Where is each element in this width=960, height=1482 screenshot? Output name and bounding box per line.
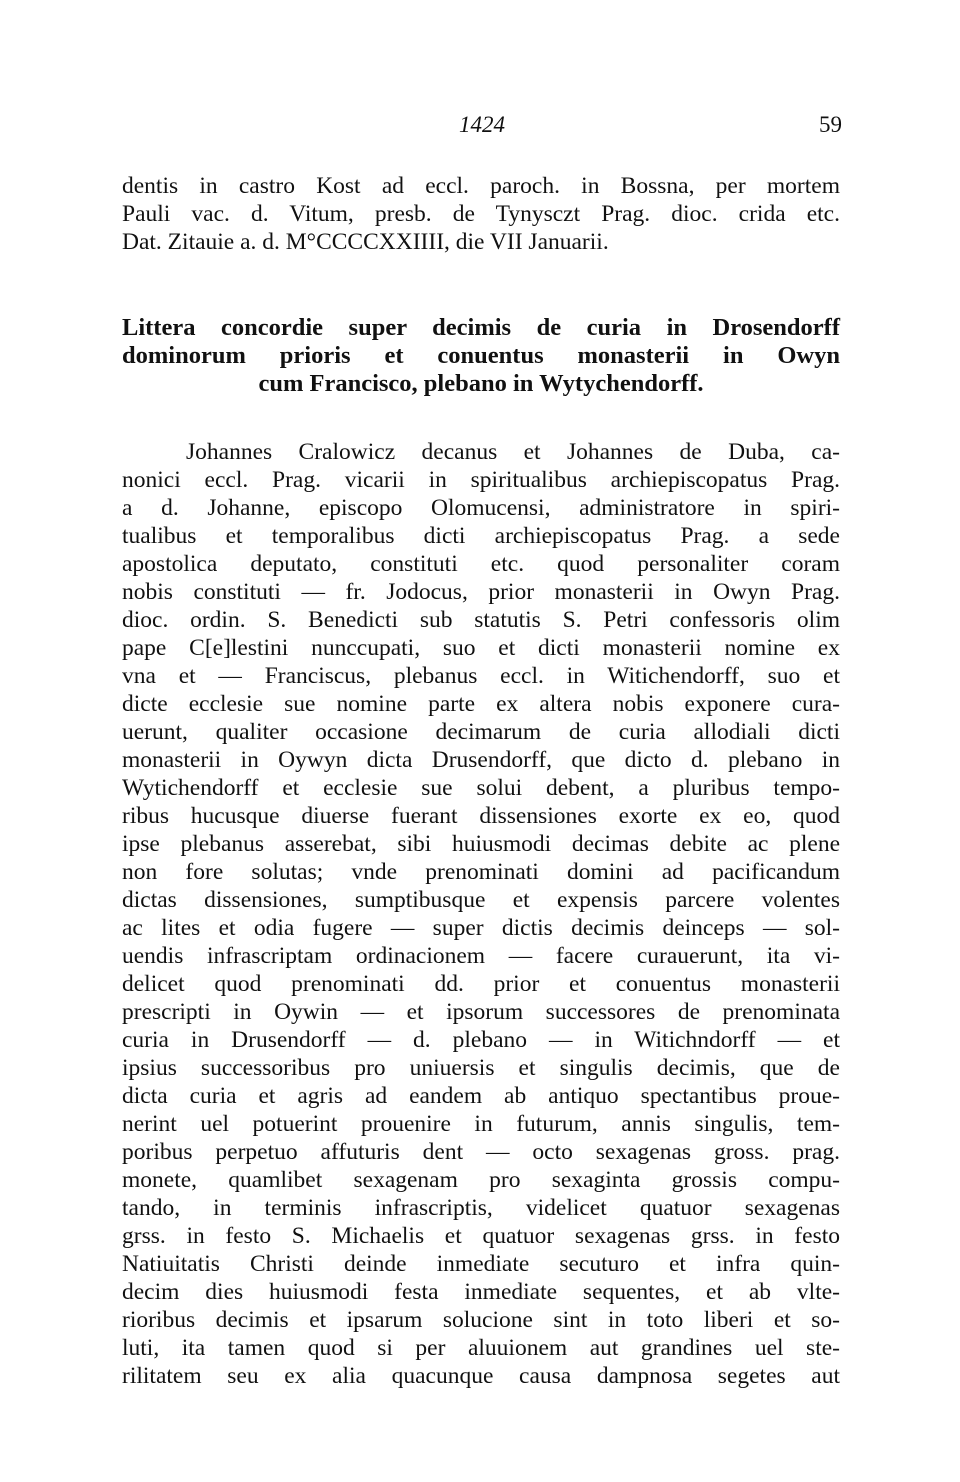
text-line: tando, in terminis infrascriptis, videlicet quatuor sexagenas bbox=[122, 1195, 840, 1221]
text-line: ipsius successoribus pro uniuersis et singulis decimis, que de bbox=[122, 1055, 840, 1081]
text-line: dicta curia et agris ad eandem ab antiquo spectantibus proue- bbox=[122, 1083, 840, 1109]
text-line: luti, ita tamen quod si per aluuionem aut grandines uel ste- bbox=[122, 1335, 840, 1361]
text-line: grss. in festo S. Michaelis et quatuor sexagenas grss. in festo bbox=[122, 1223, 840, 1249]
text-line: ribus hucusque diuerse fuerant dissensiones exorte ex eo, quod bbox=[122, 803, 840, 829]
text-line: Dat. Zitauie a. d. M°CCCCXXIIII, die VII Januarii. bbox=[122, 229, 609, 255]
text-line: dicte ecclesie sue nomine parte ex altera nobis exponere cura- bbox=[122, 691, 840, 717]
text-line: vna et — Franciscus, plebanus eccl. in Witichendorff, suo et bbox=[122, 663, 840, 689]
text-line: decim dies huiusmodi festa inmediate sequentes, et ab vlte- bbox=[122, 1279, 840, 1305]
text-line: ac lites et odia fugere — super dictis decimis deinceps — sol- bbox=[122, 915, 840, 941]
text-line: nerint uel potuerint prouenire in futurum, annis singulis, tem- bbox=[122, 1111, 840, 1137]
text-line: a d. Johanne, episcopo Olomucensi, administratore in spiri- bbox=[122, 495, 840, 521]
text-line: non fore solutas; vnde prenominati domini ad pacificandum bbox=[122, 859, 840, 885]
text-line: dictas dissensiones, sumptibusque et expensis parcere volentes bbox=[122, 887, 840, 913]
heading-line: cum Francisco, plebano in Wytychendorff. bbox=[258, 370, 704, 397]
text-line: nonici eccl. Prag. vicarii in spiritualibus archiepiscopatus Prag. bbox=[122, 467, 840, 493]
heading-line: dominorum prioris et conuentus monasterii in Owyn bbox=[122, 342, 840, 369]
text-line: poribus perpetuo affuturis dent — octo sexagenas gross. prag. bbox=[122, 1139, 840, 1165]
text-line: dentis in castro Kost ad eccl. paroch. in Bossna, per mortem bbox=[122, 173, 840, 199]
text-line: uerunt, qualiter occasione decimarum de curia allodiali dicti bbox=[122, 719, 840, 745]
text-line: curia in Drusendorff — d. plebano — in Witichndorff — et bbox=[122, 1027, 840, 1053]
page-number: 59 bbox=[819, 112, 842, 137]
heading-line: Littera concordie super decimis de curia in Drosendorff bbox=[122, 314, 840, 341]
text-line: prescripti in Oywin — et ipsorum successores de prenominata bbox=[122, 999, 840, 1025]
text-line: monasterii in Oywyn dicta Drusendorff, que dicto d. plebano in bbox=[122, 747, 840, 773]
text-line: apostolica deputato, constituti etc. quod personaliter coram bbox=[122, 551, 840, 577]
text-line: ipse plebanus asserebat, sibi huiusmodi decimas debite ac plene bbox=[122, 831, 840, 857]
running-head bbox=[122, 112, 842, 142]
text-line: rioribus decimis et ipsarum solucione sint in toto liberi et so- bbox=[122, 1307, 840, 1333]
text-line: tualibus et temporalibus dicti archiepiscopatus Prag. a sede bbox=[122, 523, 840, 549]
text-line: Wytichendorff et ecclesie sue solui debent, a pluribus tempo- bbox=[122, 775, 840, 801]
text-line: Natiuitatis Christi deinde inmediate secuturo et infra quin- bbox=[122, 1251, 840, 1277]
text-line: Johannes Cralowicz decanus et Johannes de Duba, ca- bbox=[186, 439, 840, 465]
running-head-year: 1424 bbox=[459, 112, 505, 137]
text-line: pape C[e]lestini nunccupati, suo et dicti monasterii nomine ex bbox=[122, 635, 840, 661]
text-line: Pauli vac. d. Vitum, presb. de Tynysczt Prag. dioc. crida etc. bbox=[122, 201, 840, 227]
text-line: monete, quamlibet sexagenam pro sexaginta grossis compu- bbox=[122, 1167, 840, 1193]
text-line: delicet quod prenominati dd. prior et conuentus monasterii bbox=[122, 971, 840, 997]
text-line: rilitatem seu ex alia quacunque causa dampnosa segetes aut bbox=[122, 1363, 840, 1389]
text-line: uendis infrascriptam ordinacionem — facere curauerunt, ita vi- bbox=[122, 943, 840, 969]
text-line: nobis constituti — fr. Jodocus, prior monasterii in Owyn Prag. bbox=[122, 579, 840, 605]
text-line: dioc. ordin. S. Benedicti sub statutis S. Petri confessoris olim bbox=[122, 607, 840, 633]
